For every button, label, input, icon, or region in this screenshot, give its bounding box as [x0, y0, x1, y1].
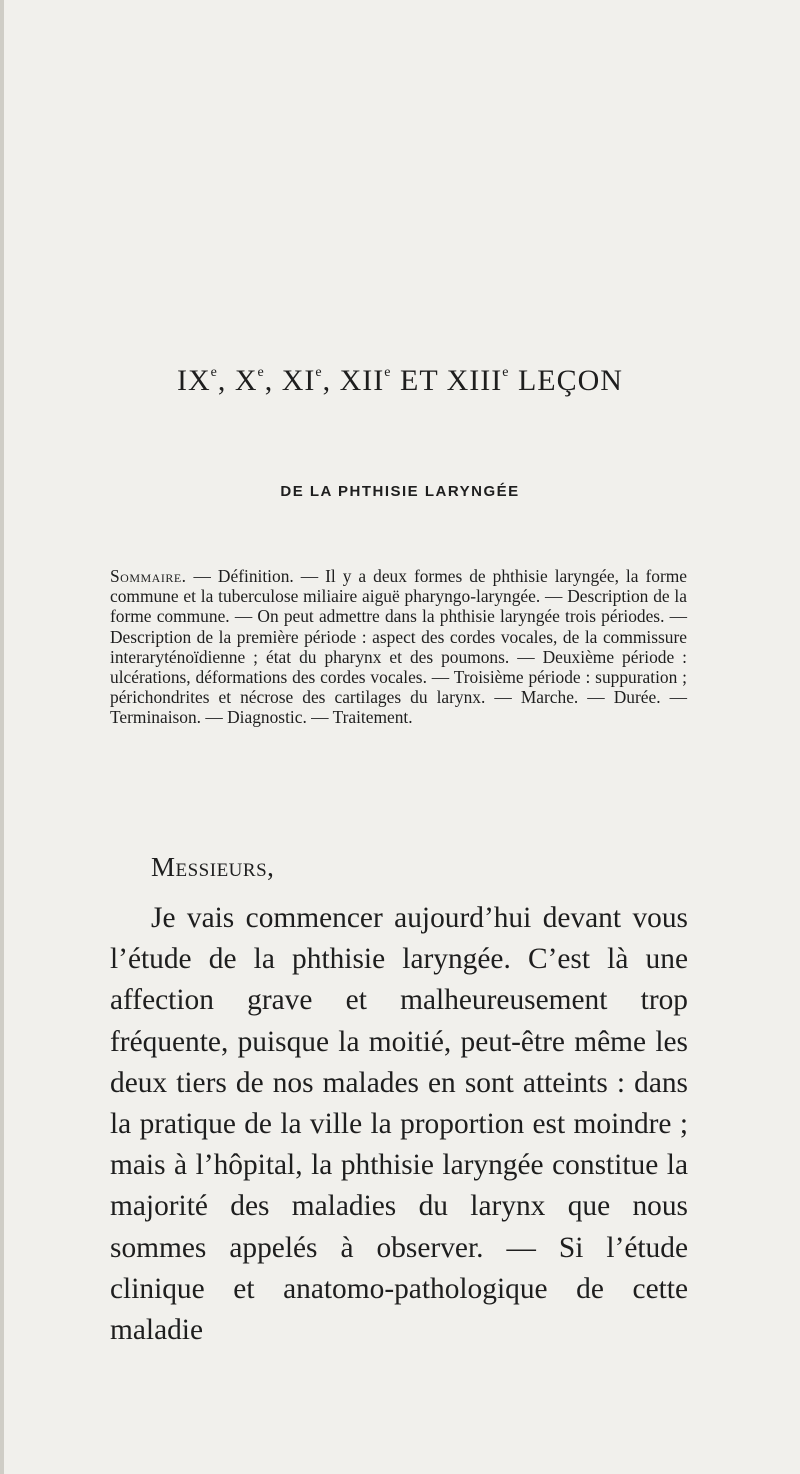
title-conjunction: ET: [400, 364, 447, 397]
lesson-number: XIe,: [281, 364, 340, 397]
chapter-subtitle: DE LA PHTHISIE LARYNGÉE: [280, 483, 520, 500]
chapter-title: [0, 364, 800, 398]
lesson-number: XIIe: [339, 364, 392, 397]
lesson-word: LEÇON: [509, 364, 623, 397]
lesson-number: XIIIe: [446, 364, 510, 397]
body-paragraph: Je vais commencer aujourd’hui devant vous l’étude de la phthisie laryngée. C’est là une affection grave et malheureusement trop fréquente, puisque la moitié, peut-être même les deux tiers de nos malades en sont atteints : dans la pratique de la ville la proportion est moindre ; mais à l’hôpital, la phthisie laryngée constitue la majorité des maladies du larynx que nous sommes appelés à observer. — Si l’étude clinique et anatomo-pathologique de cette maladie: [110, 902, 688, 1347]
summary-text: — Définition. — Il y a deux formes de phthisie laryngée, la forme commune et la tuberculose miliaire aiguë pharyngo-laryngée. — Description de la forme commune. — On peut admettre dans la phthisie laryngée trois périodes. — Description de la première période : aspect des cordes vocales, de la commissure interaryténoïdienne ; état du pharynx et des poumons. — Deuxième période : ulcérations, déformations des cordes vocales. — Troisième période : suppuration ; périchondrites et nécrose des cartilages du larynx. — Marche. — Durée. — Terminaison. — Diagnostic. — Traitement.: [110, 566, 687, 728]
page-edge: [0, 0, 4, 1474]
lesson-number: IXe,: [177, 364, 235, 397]
salutation: Messieurs,: [151, 852, 275, 882]
chapter-summary: [110, 566, 687, 728]
summary-label: Sommaire.: [110, 566, 187, 586]
lesson-number: Xe,: [234, 364, 282, 397]
